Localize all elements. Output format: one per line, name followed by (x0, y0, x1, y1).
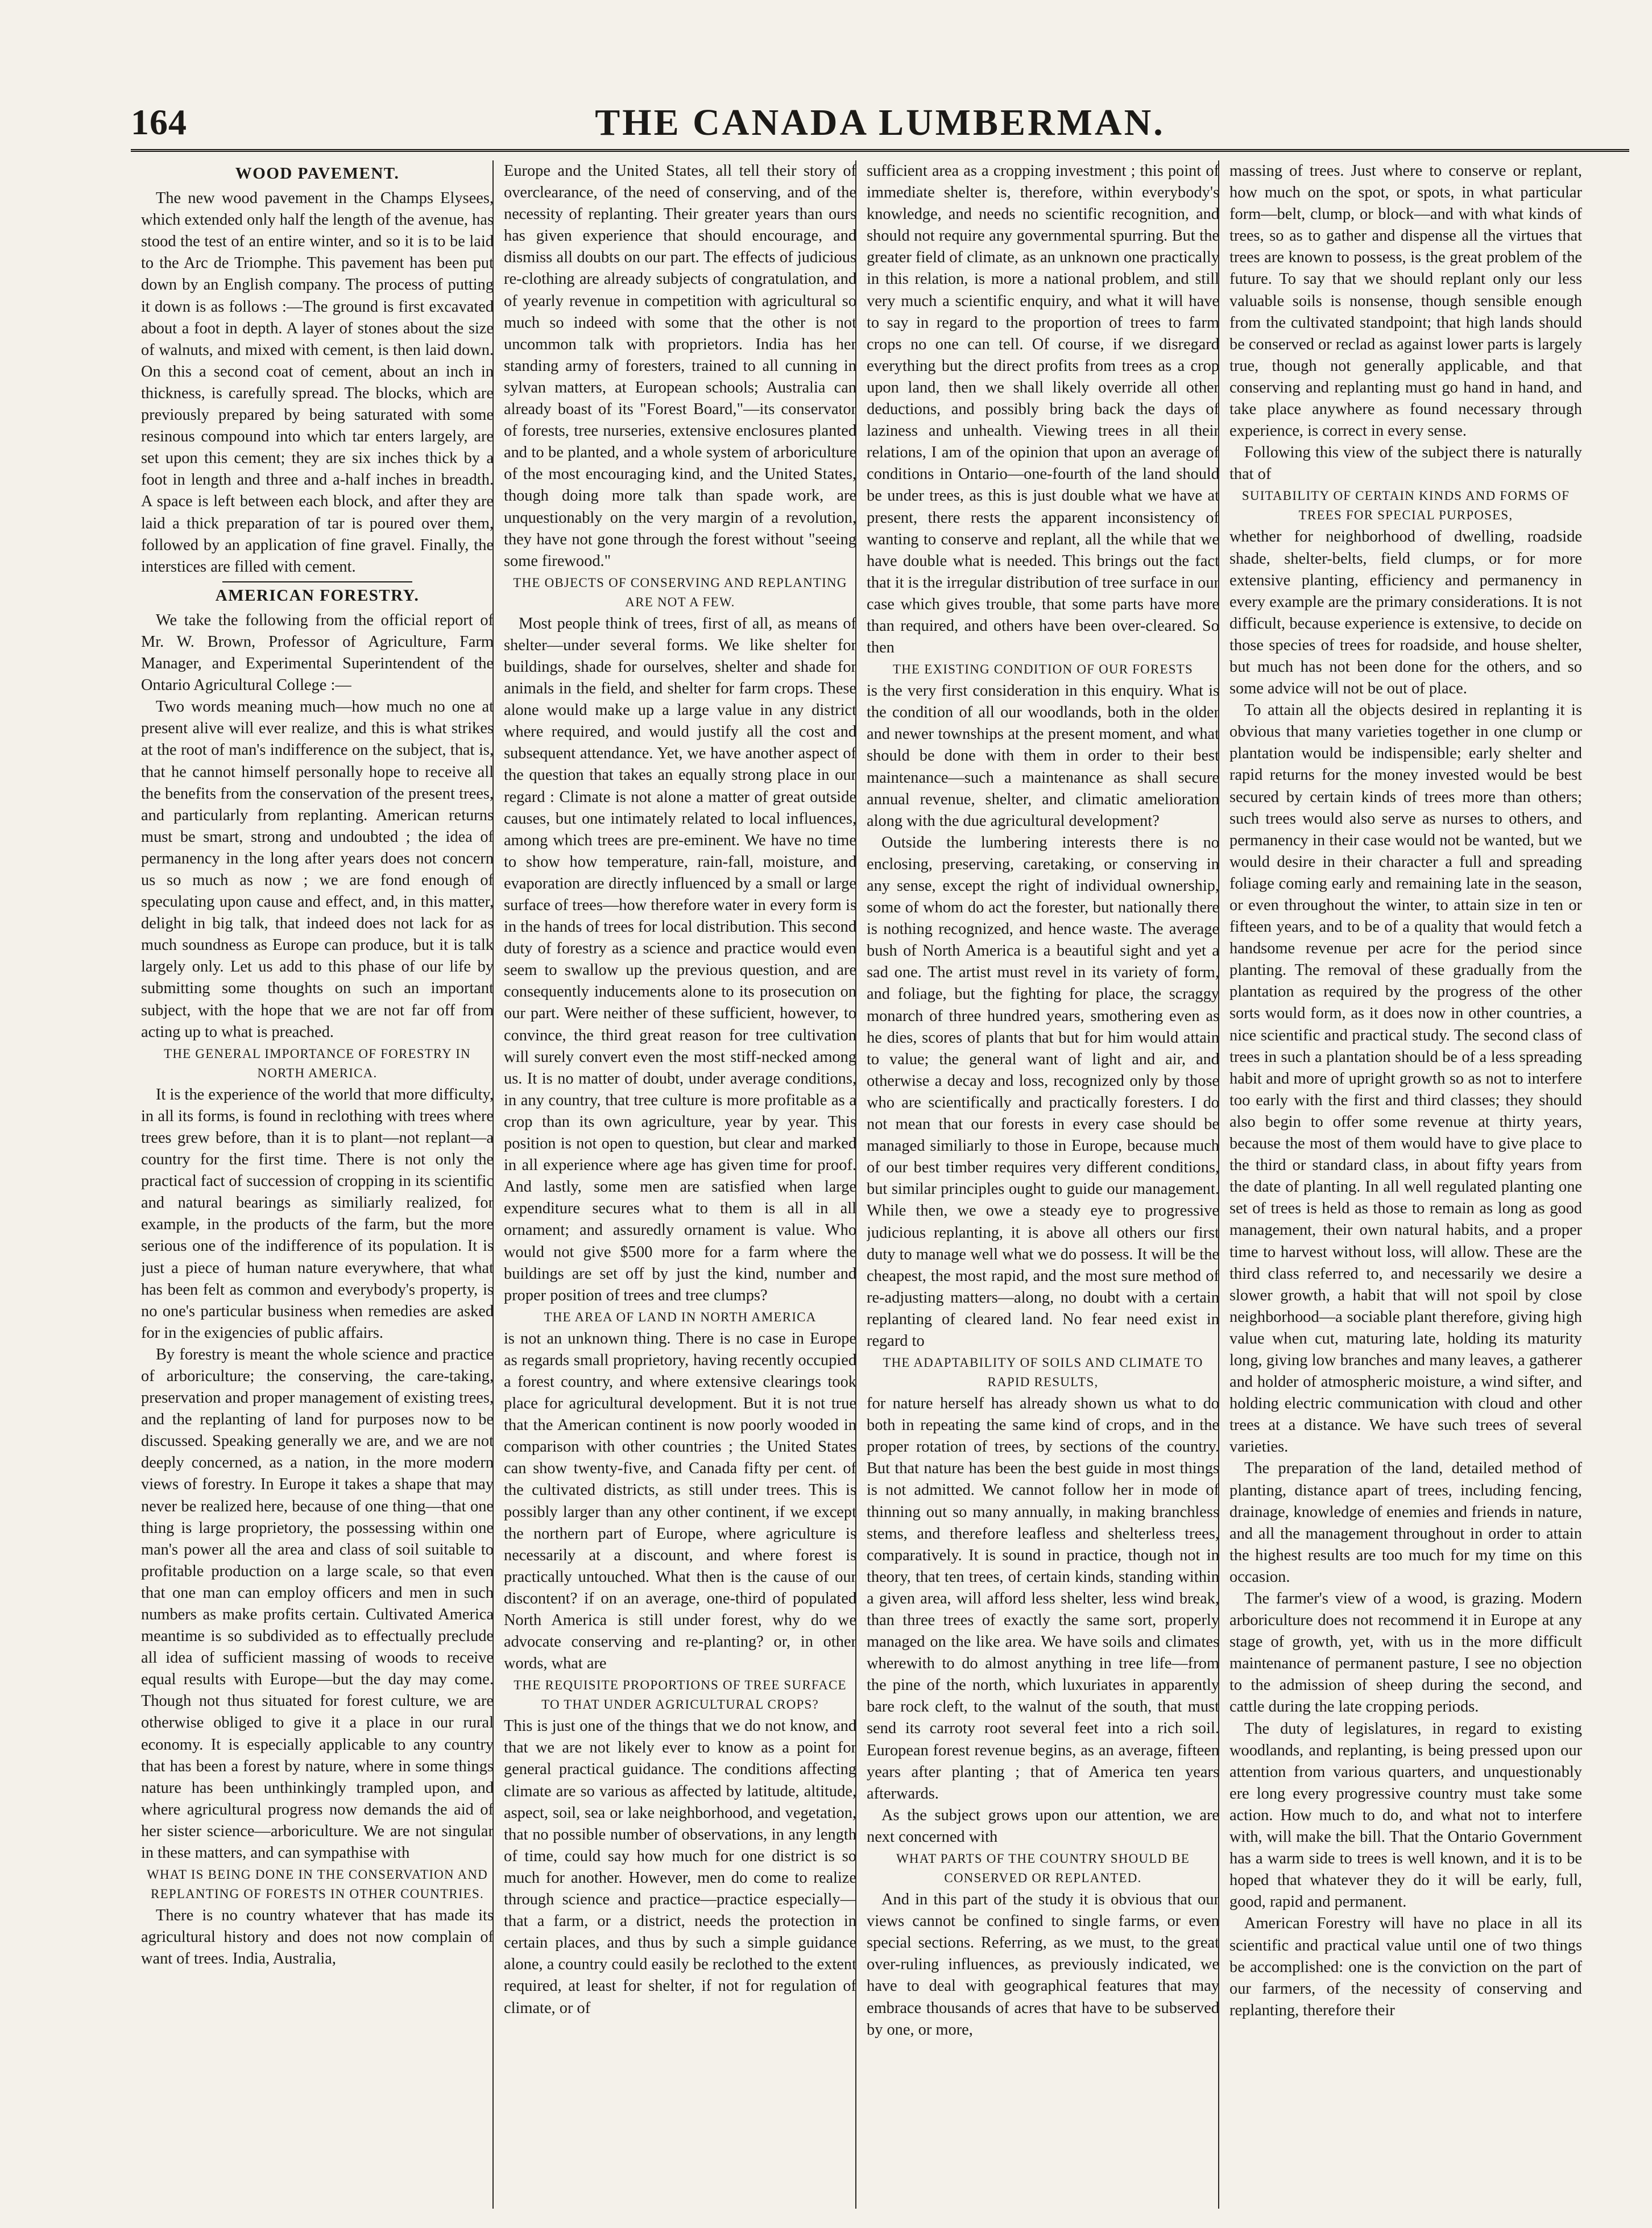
masthead-rule (131, 149, 1629, 156)
article-paragraph: To attain all the objects desired in replanting it is obvious that many varieties together in one clump or plantation would be indispensible; early shelter and rapid returns for the money invested would be best secured by certain kinds of trees more than others; such trees would also serve as nurses to others, and permanency in their case would not be wanted, but we would desire in their character a full and spreading foliage coming early and remaining late in the season, or even throughout the winter, to attain size in ten or fifteen years, and to be of a quality that would fetch a handsome revenue per acre for the period since planting. The removal of these gradually from the plantation as required by the progress of the other sorts would form, as it does now in other countries, a nice scientific and practical study. The second class of trees in such a plantation should be of a less spreading habit and more of upright growth so as not to interfere too early with the first and third classes; they should also begin to offer some revenue at thirty years, because the most of them would have to give place to the third or standard class, in about fifty years from the date of planting. In all well regulated planting one set of trees is held as those to remain as long as good management, their own natural habits, and a proper time to harvest without loss, will allow. These are the third class referred to, and necessarily we desire a slower growth, a habit that will not spoil by close neighborhood—a sociable plant therefore, giving high value when cut, maturing late, holding its maturity long, giving low branches and many leaves, a gatherer and holder of atmospheric moisture, a wind sifter, and holding electric communication with cloud and other trees at a distance. We have such trees of several varieties. (1229, 701, 1582, 1456)
article-paragraph: We take the following from the official report of Mr. W. Brown, Professor of Agriculture, Farm Manager, and Experimental Superintendent of the Ontario Agricultural College :— (141, 611, 494, 695)
column-3 (867, 160, 1219, 2209)
article-paragraph: There is no country whatever that has made its agricultural history and does not now complain of want of trees. India, Australia, (141, 1907, 494, 1968)
article-paragraph: As the subject grows upon our attention, we are next concerned with (867, 1806, 1219, 1846)
article-paragraph: American Forestry will have no place in all its scientific and practical value until one of two things be accomplished: one is the conviction on the part of our farmers, of the necessity of conserving and replanting, therefore their (1229, 1915, 1582, 2019)
article-paragraph: The farmer's view of a wood, is grazing. Modern arboriculture does not recommend it in Europe at any stage of growth, yet, with us in the more difficult maintenance of permanent pasture, I see no objection to the admission of sheep during the second, and cattle during the late cropping periods. (1229, 1590, 1582, 1716)
masthead (131, 97, 1629, 154)
section-subheading: THE ADAPTABILITY OF SOILS AND CLIMATE TO RAPID RESULTS, (883, 1355, 1203, 1390)
section-subheading: THE AREA OF LAND IN NORTH AMERICA (544, 1309, 817, 1324)
article-paragraph: This is just one of the things that we do not know, and that we are not likely ever to know as a point for general practical guidance. The conditions affecting climate are so various as affected by latitude, altitude, aspect, soil, sea or lake neighborhood, and vegetation, that no possible number of observations, in any length of time, could say how much for one district is so much for another. However, men do come to realize through science and practice—practice especially—that a farm, or a district, needs the protection in certain places, and thus by such a simple guidance alone, a country could easily be reclothed to the extent required, at least for shelter, if not for regulation of climate, or of (504, 1717, 856, 2017)
article-headline-wood-pavement: WOOD PAVEMENT. (235, 164, 400, 183)
section-subheading: THE OBJECTS OF CONSERVING AND REPLANTING ARE NOT A FEW. (513, 575, 847, 609)
section-subheading: WHAT PARTS OF THE COUNTRY SHOULD BE CONSERVED OR REPLANTED. (896, 1851, 1190, 1886)
article-paragraph: is not an unknown thing. There is no case in Europe as regards small proprietory, having recently occupied a forest country, and where extensive clearings took place for agricultural development. But it is not true that the American continent is now poorly wooded in comparison with other countries ; the United States can show twenty-five, and Canada fifty per cent. of the cultivated districts, as still under trees. This is possibly larger than any other continent, if we except the northern part of Europe, where agriculture is necessarily at a discount, and where forest is practically untouched. What then is the cause of our discontent? if on an average, one-third of populated North America is still under forest, why do we advocate conserving and re-planting? or, in other words, what are (504, 1329, 856, 1673)
article-paragraph: for nature herself has already shown us what to do both in repeating the same kind of crops, and in the proper rotation of trees, by sections of the country. But that nature has been the best guide in most things is not admitted. We cannot follow her in mode of thinning out so many annually, in making branchless stems, and therefore leafless and shelterless trees, comparatively. It is sound in practice, though not in theory, that ten trees, of certain kinds, standing within a given area, will afford less shelter, less wind break, than three trees of exactly the same sort, properly managed on the like area. We have soils and climates wherewith to do almost anything in tree life—from the pine of the north, which luxuriates in apparently bare rock cleft, to the walnut of the south, that must send its carroty root several feet into a rich soil. European forest revenue begins, as an average, fifteen years after planting ; that of America ten years afterwards. (867, 1395, 1219, 1803)
column-2 (504, 160, 856, 2209)
newspaper-title: THE CANADA LUMBERMAN. (595, 102, 1165, 143)
article-paragraph: And in this part of the study it is obvious that our views cannot be confined to single farms, or even special sections. Referring, as we must, to the great over-ruling influences, as previously indicated, we have to deal with geographical features that may embrace thousands of acres that have to be subserved by one, or more, (867, 1891, 1219, 2039)
article-paragraph: Following this view of the subject there is naturally that of (1229, 444, 1582, 483)
article-paragraph: Two words meaning much—how much no one at present alive will ever realize, and this is what strikes at the root of man's indifference on the subject, that is, that he cannot himself personally hope to receive all the benefits from the conservation of the present trees, and particularly from replanting. American returns must be smart, strong and undoubted ; the idea of permanency in the long after years does not concern us so much as now ; we are fond enough of speculating upon cause and effect, and, in this matter, delight in big talk, that indeed does not lack for as much soundness as Europe can produce, but it is talk largely only. Let us add to this phase of our life by submitting some thoughts on such an important subject, with the hope that we are not far off from acting up to what is preached. (141, 698, 494, 1041)
article-paragraph: Most people think of trees, first of all, as means of shelter—under several forms. We like shelter for buildings, shade for ourselves, shelter and shade for animals in the field, and shelter for farm crops. These alone would make up a large value in any district where required, and would justify all the cost and subsequent attendance. Yet, we have another aspect of the question that takes an equally strong place in our regard : Climate is not alone a matter of great outside causes, but one intimately related to local influences, among which trees are pre-eminent. We have no time to show how temperature, rain-fall, moisture, and evaporation are directly influenced by a small or large surface of trees—how therefore water in every form is in the hands of trees for local distribution. This second duty of forestry as a science and practice would even seem to swallow up the previous question, and are consequently inducements alone to its prosecution on our part. Were neither of these sufficient, however, to convince, the third great reason for tree cultivation will surely convert even the most stiff-necked among us. It is no matter of doubt, under average conditions, in any country, that tree culture is more profitable as a crop than its own agriculture, year by year. This position is not open to question, but clear and marked in all experience where age has given time for proof. And lastly, some men are satisfied when large expenditure secures what to them is all in all ornament; and assuredly ornament is value. Who would not give $500 more for a farm where the buildings are set off by just the kind, number and proper position of trees and tree clumps? (504, 614, 856, 1304)
article-paragraph: is the very first consideration in this enquiry. What is the condition of all our woodlands, both in the older and newer townships at the present moment, and what should be done with them in order to their best maintenance—such a maintenance as shall secure annual revenue, shelter, and climatic amelioration along with the due agricultural development? (867, 682, 1219, 830)
article-paragraph: Europe and the United States, all tell their story of overclearance, of the need of conserving, and of the necessity of replanting. Their greater years than ours has given experience that should encourage, and dismiss all doubts on our part. The effects of judicious re-clothing are already subjects of congratulation, and of yearly revenue in competition with agricultural so much so indeed with some that the other is not uncommon talk with proprietors. India has her standing army of foresters, trained to all cunning in sylvan matters, at European schools; Australia can already boast of its "Forest Board,"—its conservator of forests, tree nurseries, extensive enclosures planted and to be planted, and a whole system of arboriculture of the most encouraging kind, and the United States, though doing more talk than spade work, are unquestionably on the very margin of a revolution, they have not gone through the forest without "seeing some firewood." (504, 162, 856, 570)
article-paragraph: By forestry is meant the whole science and practice of arboriculture; the conserving, the care-taking, preservation and proper management of existing trees, and the replanting of land for purposes now to be discussed. Speaking generally we are, and we are not deeply concerned, as a nation, in the more modern views of forestry. In Europe it takes a shape that may never be realized here, because of one thing—that one thing is large proprietory, the possessing within one man's power all the area and class of soil suitable to profitable production on a large scale, so that even that one man can employ officers and men in such numbers as make profits certain. Cultivated America meantime is so subdivided as to effectually preclude all idea of sufficient massing of woods to receive equal results with Europe—but the day may come. Though not thus situated for forest culture, we are otherwise obliged to give it a place in our rural economy. It is especially applicable to any country that has been a forest by nature, where in some things nature has been unthinkingly trampled upon, and where agricultural progress now demands the aid of her sister science—arboriculture. We are not singular in these matters, and can sympathise with (141, 1345, 494, 1862)
section-subheading: THE REQUISITE PROPORTIONS OF TREE SURFACE TO THAT UNDER AGRICULTURAL CROPS? (514, 1678, 847, 1712)
section-subheading: THE EXISTING CONDITION OF OUR FORESTS (892, 662, 1194, 677)
article-paragraph: The preparation of the land, detailed method of planting, distance apart of trees, including fencing, drainage, knowledge of enemies and friends in nature, and all the management throughout in order to attain the highest results are too much for my time on this occasion. (1229, 1460, 1582, 1586)
article-paragraph: sufficient area as a cropping investment ; this point of immediate shelter is, therefore, within everybody's knowledge, and needs no scientific recognition, and should not require any governmental spurring. But the greater field of climate, as an unknown one practically in this relation, is more a national problem, and still very much a scientific enquiry, and what it will have to say in regard to the proportion of trees to farm crops no one can tell. Of course, if we disregard everything but the direct profits from trees as a crop upon land, then we shall likely override all other deductions, and possibly bring back the days of laziness and unhealth. Viewing trees in all their relations, I am of the opinion that upon an average of conditions in Ontario—one-fourth of the land should be under trees, as this is just double what we have at present, there rests the apparent inconsistency of wanting to conserve and replant, all the while that we have double what is needed. This brings out the fact that it is the irregular distribution of tree surface in our case which gives trouble, that some parts have more than required, and others have been over-cleared. So then (867, 162, 1219, 657)
page-number: 164 (131, 102, 187, 142)
article-paragraph: massing of trees. Just where to conserve or replant, how much on the spot, or spots, in what particular form—belt, clump, or block—and with what kinds of trees, so as to gather and dispense all the virtues that trees are known to possess, is the great problem of the future. To say that we should replant only our less valuable soils is nonsense, though sensible enough from the cultivated standpoint; that high lands should be conserved or reclad as against lower parts is largely true, though not generally applicable, and that conserving and replanting must go hand in hand, and take place anywhere as found necessary through experience, is correct in every sense. (1229, 162, 1582, 440)
column-1 (141, 160, 494, 2209)
article-paragraph: It is the experience of the world that more difficulty, in all its forms, is found in reclothing with trees where trees grew before, than it is to plant—not replant—a country for the first time. There is not only the practical fact of succession of cropping in its scientific and natural bearings as similiarly realized, for example, in the products of the farm, but the more serious one of the indifference of its population. It is just a piece of human nature everywhere, that what has been felt as common and everybody's property, is no one's particular business when remedies are asked for in the exigencies of public affairs. (141, 1085, 494, 1342)
article-paragraph: The duty of legislatures, in regard to existing woodlands, and replanting, is being pressed upon our attention from various quarters, and unquestionably ere long every progressive country must take some action. How much to do, and what not to interfere with, will make the bill. That the Ontario Government has a warm side to trees is well known, and it is to be hoped that whatever they do it will be early, full, good, rapid and permanent. (1229, 1719, 1582, 1911)
article-divider (222, 581, 413, 582)
article-paragraph: The new wood pavement in the Champs Elysees, which extended only half the length of the avenue, has stood the test of an entire winter, and so it is to be laid to the Arc de Triomphe. This pavement has been put down by an English company. The process of putting it down is as follows :—The ground is first excavated about a foot in depth. A layer of stones about the size of walnuts, and mixed with cement, is then laid down. On this a second coat of cement, about an inch in thickness, is carefully spread. The blocks, which are previously prepared by being saturated with some resinous compound into which tar enters largely, are set upon this cement; they are six inches thick by a foot in length and three and a-half inches in breadth. A space is left between each block, and after they are laid a thick preparation of tar is poured over them, followed by an application of fine gravel. Finally, the interstices are filled with cement. (141, 189, 494, 576)
section-subheading: SUITABILITY OF CERTAIN KINDS AND FORMS OF TREES FOR SPECIAL PURPOSES, (1241, 489, 1570, 523)
article-paragraph: whether for neighborhood of dwelling, roadside shade, shelter-belts, field clumps, or for more extensive planting, efficiency and permanency in every example are the primary considerations. It is not difficult, because experience is extensive, to decide on those species of trees for roadside, and house shelter, but much has not been done for the others, and so some advice will not be out of place. (1229, 528, 1582, 698)
section-subheading: THE GENERAL IMPORTANCE OF FORESTRY IN NORTH AMERICA. (164, 1046, 471, 1080)
article-headline-american-forestry: AMERICAN FORESTRY. (215, 586, 420, 605)
column-4 (1229, 160, 1582, 2209)
article-paragraph: Outside the lumbering interests there is no enclosing, preserving, caretaking, or conserving in any sense, except the right of individual ownership, some of whom do act the forester, but nationally there is nothing recognized, and hence waste. The average bush of North America is a beautiful sight and yet a sad one. The artist must revel in its variety of form, and foliage, but the fighting for place, the scraggy monarch of three hundred years, smothering even as he dies, scores of plants that but for him would attain to value; the general want of light and air, and otherwise a decay and loss, recognized only by those who are scientifically and practically foresters. I do not mean that our forests in every case should be managed similiarly to those in Europe, because much of our best timber requires very different conditions, but similar principles ought to guide our management. While then, we owe a steady eye to progressive judicious replanting, it is above all others our first duty to manage well what we do possess. It will be the cheapest, the most rapid, and the most sure method of re-adjusting matters—along, no doubt with a certain replanting of cleared land. No fear need exist in regard to (867, 833, 1219, 1350)
section-subheading: WHAT IS BEING DONE IN THE CONSERVATION AND REPLANTING OF FORESTS IN OTHER COUNTRIES. (147, 1867, 488, 1902)
